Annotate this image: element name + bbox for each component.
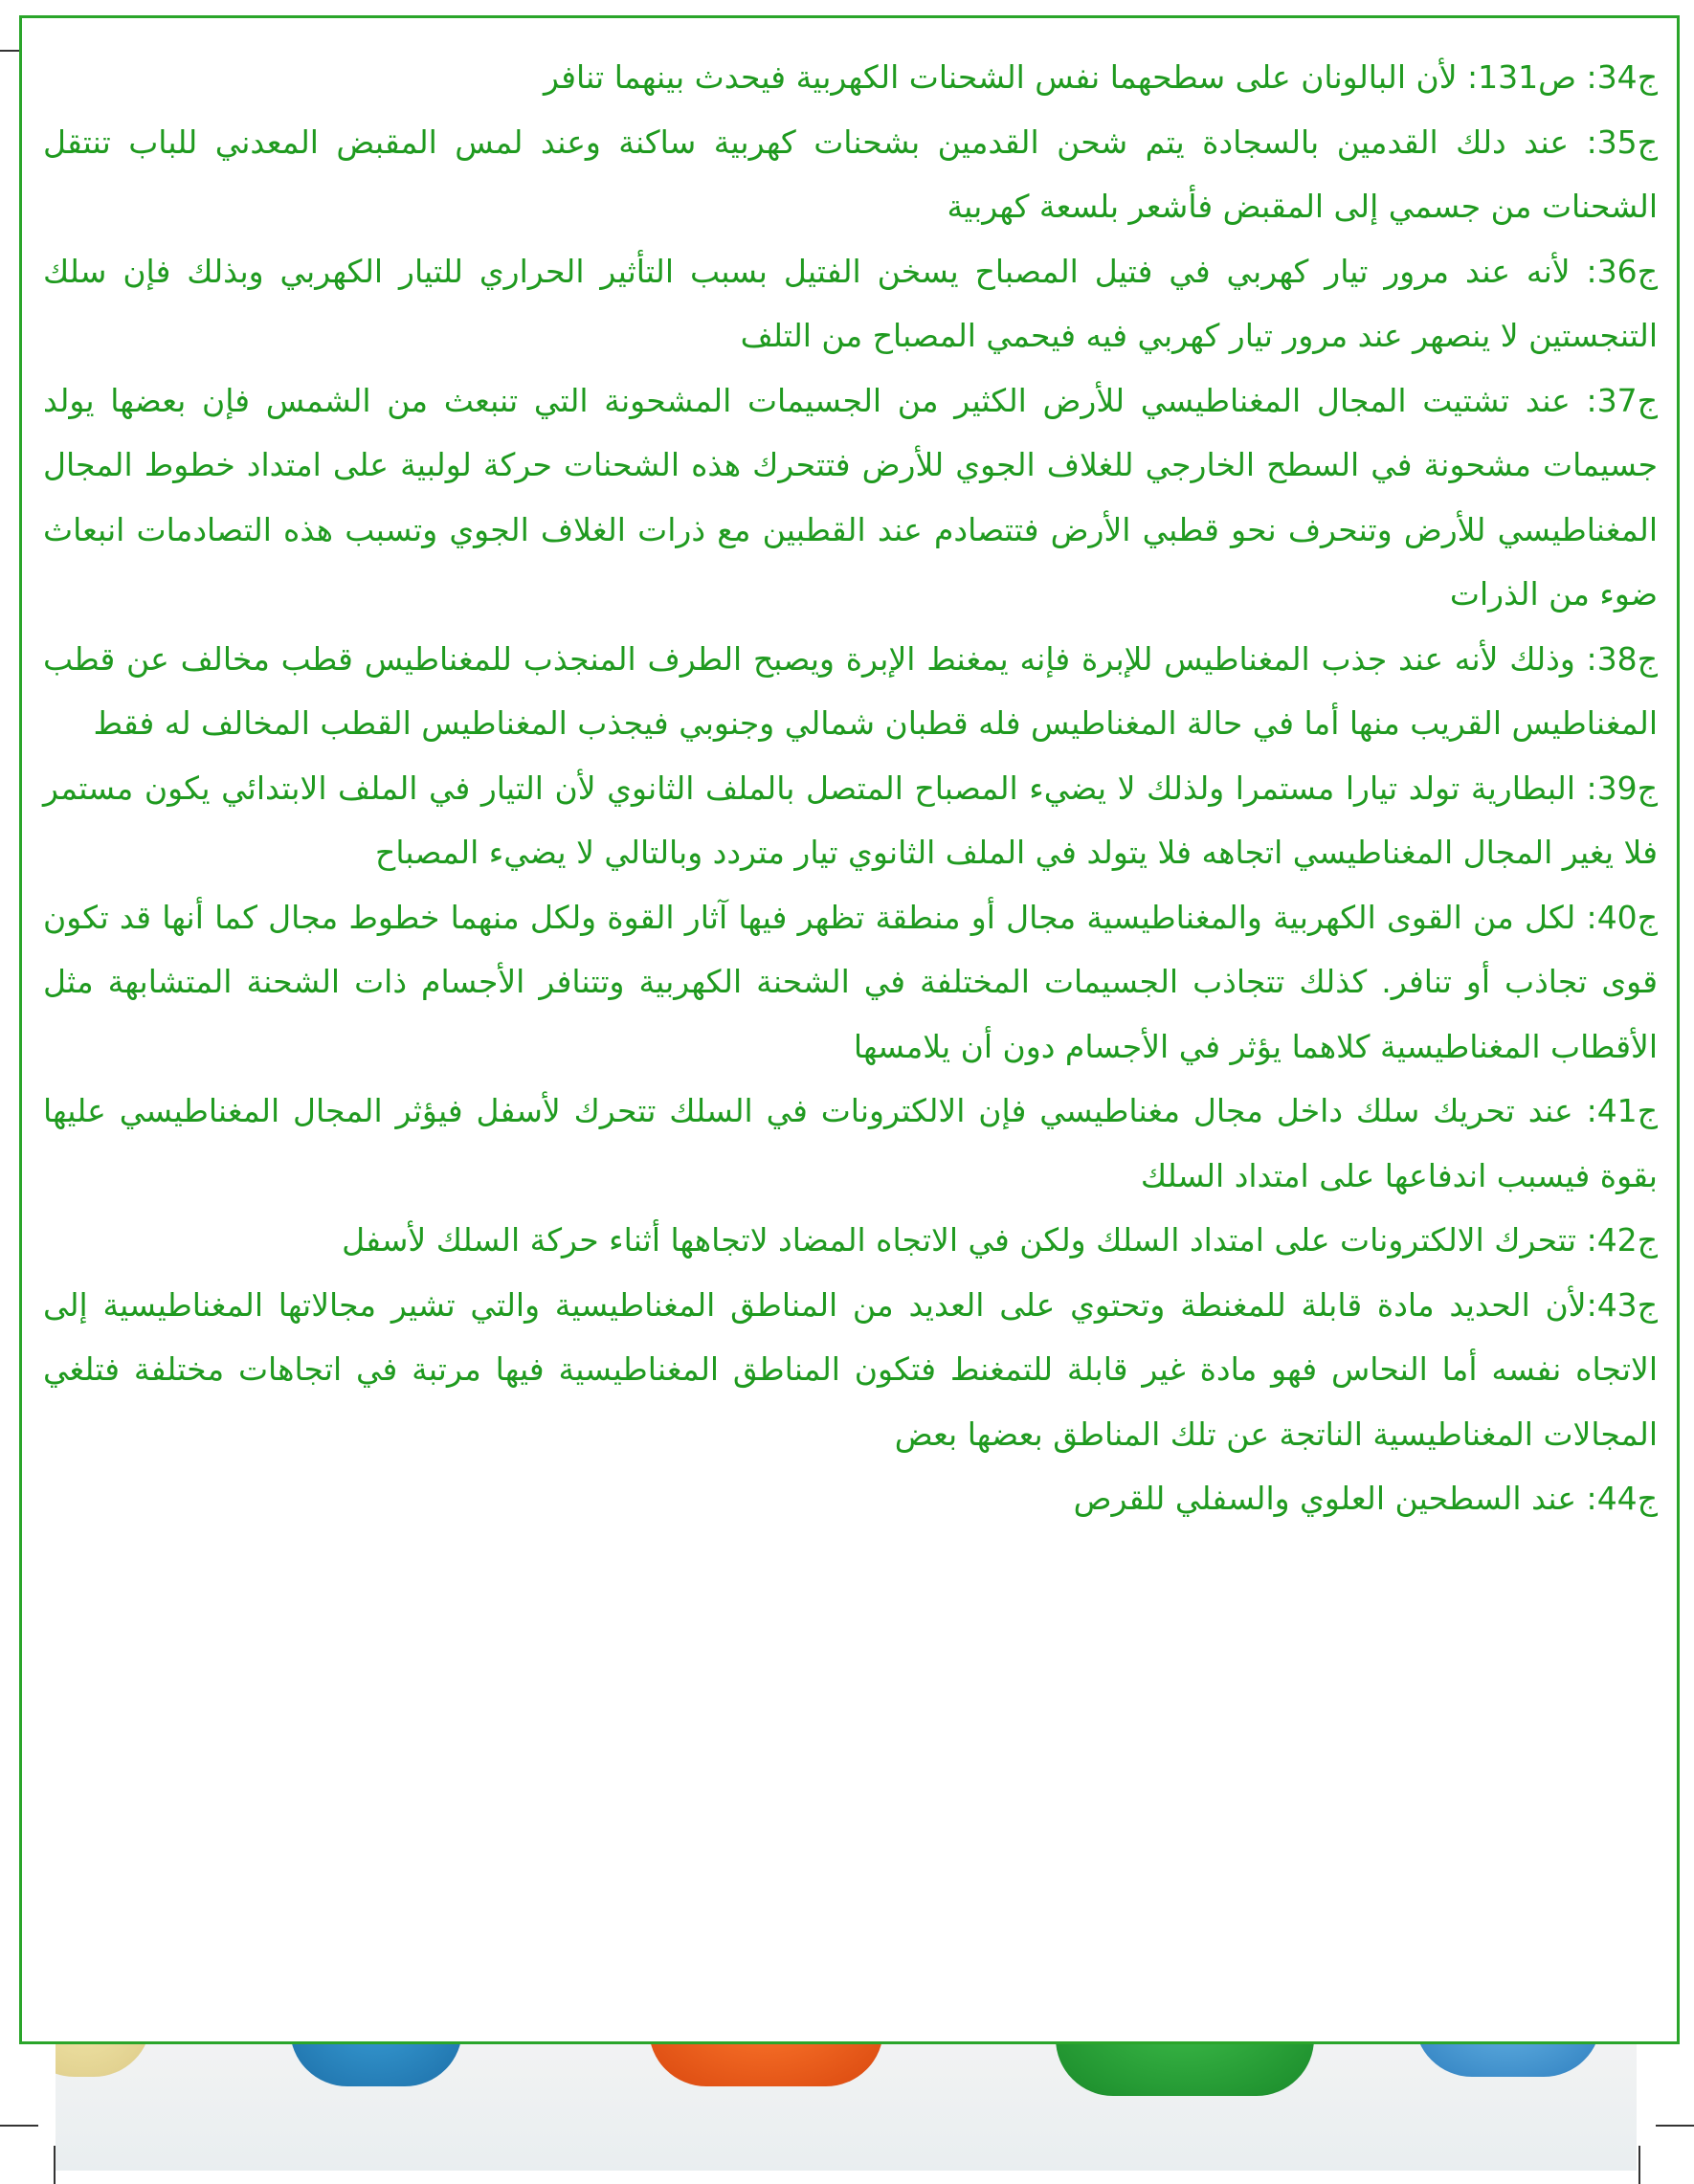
- answer-label: ج35: [1596, 123, 1658, 161]
- crop-mark: [1638, 2146, 1640, 2184]
- answer-text: :لأن الحديد مادة قابلة للمغنطة وتحتوي على العديد من المناطق المغناطيسية والتي تشير مجالاتها المغناطيسية إلى الاتجاه نفسه أما النحاس فهو مادة غير قابلة للتمغنط فتكون المناطق المغناطيسية فيها مرتبة في اتجاهات مختلفة فتلغي المجالات المغناطيسية الناتجة عن تلك المناطق بعضها بعض: [43, 1285, 1658, 1453]
- answer-43: [43, 1273, 1658, 1467]
- answer-38: [43, 627, 1658, 756]
- answer-label: ج37: [1596, 381, 1658, 419]
- crop-mark: [0, 2125, 38, 2127]
- crop-mark: [1656, 2125, 1694, 2127]
- answer-label: ج40: [1596, 898, 1658, 936]
- answer-text: : وذلك لأنه عند جذب المغناطيس للإبرة فإنه يمغنط الإبرة ويصبح الطرف المنجذب للمغناطيس قطب مخالف عن قطب المغناطيس القريب منها أما في حالة المغناطيس فله قطبان شمالي وجنوبي فيجذب المغناطيس القطب المخالف له فقط: [43, 639, 1658, 742]
- answers-list: [43, 45, 1658, 1531]
- answer-label: ج39: [1596, 769, 1658, 807]
- answer-label: ج43: [1596, 1285, 1658, 1324]
- answer-44: [43, 1466, 1658, 1531]
- answer-text: : عند تحريك سلك داخل مجال مغناطيسي فإن الالكترونات في السلك تتحرك لأسفل فيؤثر المجال المغناطيسي عليها بقوة فيسبب اندفاعها على امتداد السلك: [43, 1092, 1658, 1194]
- answer-34: [43, 45, 1658, 110]
- answer-text: : ص131: لأن البالونان على سطحهما نفس الشحنات الكهربية فيحدث بينهما تنافر: [544, 58, 1597, 96]
- answer-text: : لكل من القوى الكهربية والمغناطيسية مجال أو منطقة تظهر فيها آثار القوة ولكل منهما خطوط مجال كما أنها قد تكون قوى تجاذب أو تنافر. كذلك تتجاذب الجسيمات المختلفة في الشحنة الكهربية وتتنافر الأجسام ذات الشحنة المتشابهة مثل الأقطاب المغناطيسية كلاهما يؤثر في الأجسام دون أن يلامسها: [43, 898, 1658, 1065]
- answer-label: ج41: [1596, 1092, 1658, 1129]
- answer-text: : عند تشتيت المجال المغناطيسي للأرض الكثير من الجسيمات المشحونة التي تنبعث من الشمس فإن بعضها يولد جسيمات مشحونة في السطح الخارجي للغلاف الجوي للأرض فتتحرك هذه الشحنات حركة لولبية على امتداد خطوط المجال المغناطيسي للأرض وتنحرف نحو قطبي الأرض فتتصادم عند القطبين مع ذرات الغلاف الجوي وتسبب هذه التصادمات انبعاث ضوء من الذرات: [43, 381, 1658, 613]
- answer-41: [43, 1079, 1658, 1208]
- answer-label: ج38: [1596, 639, 1658, 678]
- answer-text: : تتحرك الالكترونات على امتداد السلك ولكن في الاتجاه المضاد لاتجاهها أثناء حركة السلك لأسفل: [342, 1221, 1597, 1259]
- answer-40: [43, 885, 1658, 1080]
- answer-label: ج42: [1596, 1221, 1658, 1259]
- answer-36: [43, 239, 1658, 368]
- answer-text: : عند السطحين العلوي والسفلي للقرص: [1073, 1480, 1597, 1517]
- answers-box: [19, 15, 1680, 2044]
- answer-text: : عند دلك القدمين بالسجادة يتم شحن القدمين بشحنات كهربية ساكنة وعند لمس المقبض المعدني للباب تنتقل الشحنات من جسمي إلى المقبض فأشعر بلسعة كهربية: [43, 123, 1658, 225]
- answer-37: [43, 368, 1658, 627]
- answer-label: ج36: [1596, 252, 1658, 290]
- answer-label: ج34: [1596, 58, 1658, 96]
- answer-text: : البطارية تولد تيارا مستمرا ولذلك لا يضيء المصباح المتصل بالملف الثانوي لأن التيار في الملف الابتدائي يكون مستمر فلا يغير المجال المغناطيسي اتجاهه فلا يتولد في الملف الثانوي تيار متردد وبالتالي لا يضيء المصباح: [43, 769, 1658, 871]
- answer-text: : لأنه عند مرور تيار كهربي في فتيل المصباح يسخن الفتيل بسبب التأثير الحراري للتيار الكهربي وبذلك فإن سلك التنجستين لا ينصهر عند مرور تيار كهربي فيه فيحمي المصباح من التلف: [43, 252, 1658, 354]
- answer-42: [43, 1208, 1658, 1273]
- answer-35: [43, 110, 1658, 239]
- answer-label: ج44: [1596, 1480, 1658, 1517]
- answer-39: [43, 756, 1658, 885]
